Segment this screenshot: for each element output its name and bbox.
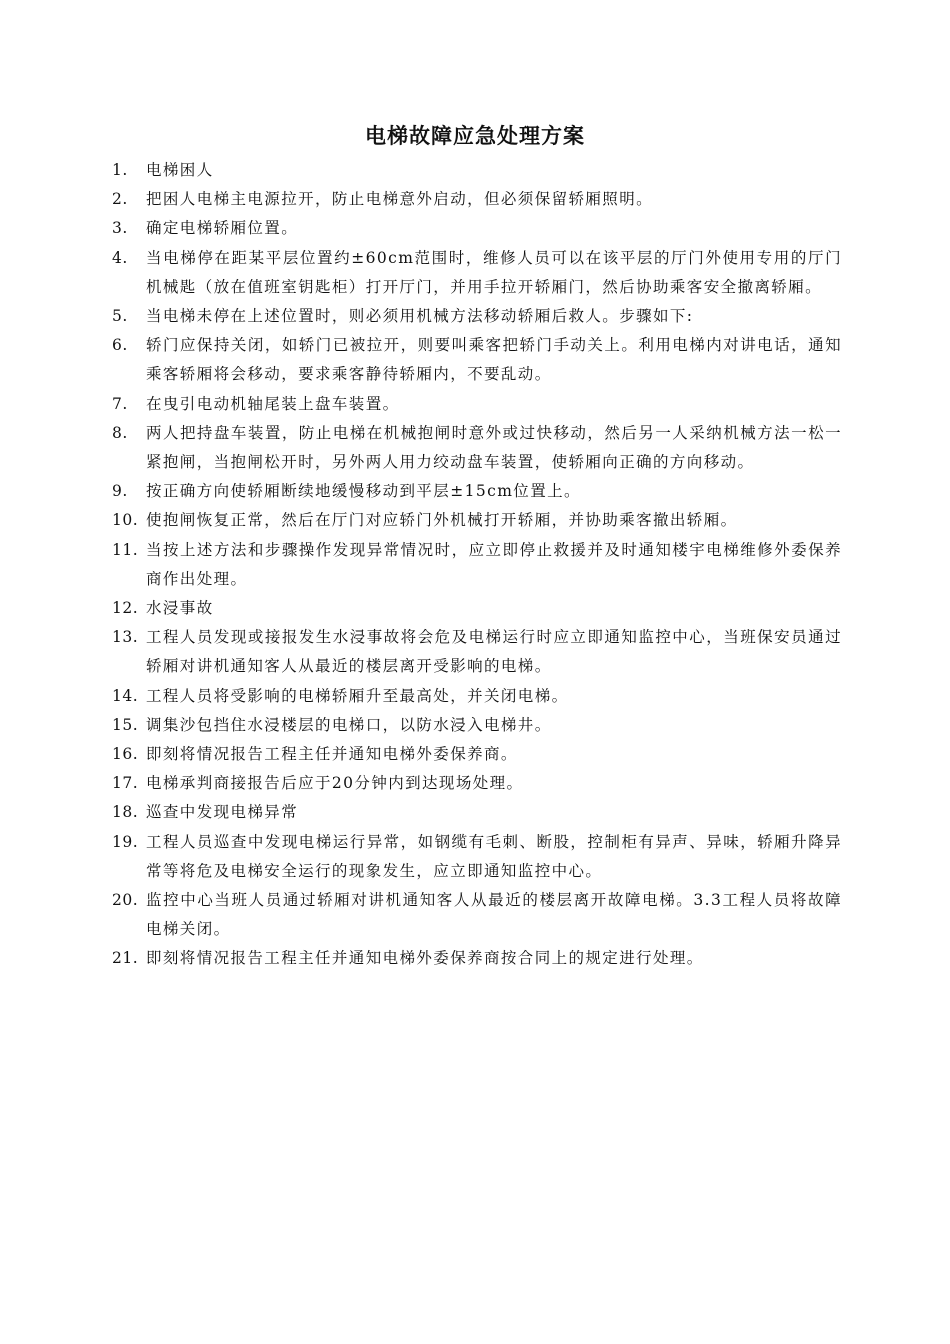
list-item-text: 水浸事故 bbox=[146, 599, 214, 618]
list-item-text: 工程人员发现或接报发生水浸事故将会危及电梯运行时应立即通知监控中心，当班保安员通过轿厢对讲机通知客人从最近的楼层离开受影响的电梯。 bbox=[146, 628, 842, 676]
list-item bbox=[112, 477, 842, 506]
list-item-number: 17. bbox=[112, 774, 139, 793]
list-item-text: 监控中心当班人员通过轿厢对讲机通知客人从最近的楼层离开故障电梯。3.3工程人员将故障电梯关闭。 bbox=[146, 891, 842, 939]
list-item-text: 轿门应保持关闭，如轿门已被拉开，则要叫乘客把轿门手动关上。利用电梯内对讲电话，通知乘客轿厢将会移动，要求乘客静待轿厢内，不要乱动。 bbox=[146, 336, 842, 384]
document-title: 电梯故障应急处理方案 bbox=[365, 123, 585, 148]
list-item bbox=[112, 214, 842, 243]
list-item bbox=[112, 390, 842, 419]
list-item-text: 在曳引电动机轴尾装上盘车装置。 bbox=[146, 394, 400, 413]
list-item-number: 13. bbox=[112, 628, 139, 647]
list-item-number: 1. bbox=[112, 161, 128, 179]
list-item-number: 11. bbox=[112, 540, 139, 559]
list-item-number: 20. bbox=[112, 891, 139, 910]
list-item-number: 19. bbox=[112, 832, 139, 851]
list-item bbox=[112, 419, 842, 477]
list-item-number: 14. bbox=[112, 686, 139, 705]
procedure-list bbox=[112, 156, 842, 974]
list-item bbox=[112, 682, 842, 711]
list-item bbox=[112, 536, 842, 594]
list-item bbox=[112, 302, 842, 331]
list-item bbox=[112, 331, 842, 389]
list-item bbox=[112, 156, 842, 185]
list-item-number: 16. bbox=[112, 745, 139, 764]
list-item-text: 即刻将情况报告工程主任并通知电梯外委保养商按合同上的规定进行处理。 bbox=[146, 949, 704, 968]
list-item-text: 巡查中发现电梯异常 bbox=[146, 803, 299, 822]
list-item-text: 电梯困人 bbox=[146, 161, 214, 179]
list-item bbox=[112, 798, 842, 827]
list-item-text: 当电梯未停在上述位置时，则必须用机械方法移动轿厢后救人。步骤如下: bbox=[146, 307, 694, 326]
list-item-number: 6. bbox=[112, 336, 128, 355]
list-item bbox=[112, 828, 842, 886]
list-item bbox=[112, 944, 842, 973]
list-item bbox=[112, 594, 842, 623]
list-item-text: 电梯承判商接报告后应于20分钟内到达现场处理。 bbox=[146, 774, 524, 793]
list-item-text: 按正确方向使轿厢断续地缓慢移动到平层±15cm位置上。 bbox=[146, 482, 581, 501]
list-item-text: 两人把持盘车装置，防止电梯在机械抱闸时意外或过快移动，然后另一人采纳机械方法一松一紧抱闸，当抱闸松开时，另外两人用力绞动盘车装置，使轿厢向正确的方向移动。 bbox=[146, 423, 842, 472]
list-item-number: 15. bbox=[112, 715, 139, 734]
list-item-number: 18. bbox=[112, 803, 139, 822]
list-item-text: 把困人电梯主电源拉开，防止电梯意外启动，但必须保留轿厢照明。 bbox=[146, 190, 654, 209]
list-item bbox=[112, 740, 842, 769]
list-item bbox=[112, 506, 842, 535]
list-item-number: 2. bbox=[112, 190, 128, 209]
list-item-text: 工程人员巡查中发现电梯运行异常，如钢缆有毛刺、断股，控制柜有异声、异味，轿厢升降异常等将危及电梯安全运行的现象发生，应立即通知监控中心。 bbox=[146, 832, 842, 880]
list-item-number: 21. bbox=[112, 949, 139, 968]
list-item bbox=[112, 623, 842, 681]
list-item-text: 确定电梯轿厢位置。 bbox=[146, 219, 299, 238]
list-item bbox=[112, 886, 842, 944]
list-item-number: 10. bbox=[112, 511, 139, 530]
list-item-text: 当电梯停在距某平层位置约±60cm范围时，维修人员可以在该平层的厅门外使用专用的厅门机械匙（放在值班室钥匙柜）打开厅门，并用手拉开轿厢门，然后协助乘客安全撤离轿厢。 bbox=[146, 248, 842, 296]
list-item-number: 3. bbox=[112, 219, 128, 238]
list-item-number: 4. bbox=[112, 248, 128, 267]
list-item-text: 当按上述方法和步骤操作发现异常情况时，应立即停止救援并及时通知楼宇电梯维修外委保养商作出处理。 bbox=[146, 540, 842, 588]
list-item bbox=[112, 711, 842, 740]
list-item-number: 9. bbox=[112, 482, 128, 501]
list-item bbox=[112, 185, 842, 214]
list-item-number: 7. bbox=[112, 394, 128, 413]
list-item-number: 8. bbox=[112, 423, 128, 442]
list-item-text: 即刻将情况报告工程主任并通知电梯外委保养商。 bbox=[146, 745, 518, 764]
list-item-text: 工程人员将受影响的电梯轿厢升至最高处，并关闭电梯。 bbox=[146, 686, 569, 705]
list-item-number: 12. bbox=[112, 599, 139, 618]
list-item bbox=[112, 244, 842, 302]
list-item-number: 5. bbox=[112, 307, 128, 326]
list-item-text: 使抱闸恢复正常，然后在厅门对应轿门外机械打开轿厢，并协助乘客撤出轿厢。 bbox=[146, 511, 738, 530]
list-item-text: 调集沙包挡住水浸楼层的电梯口，以防水浸入电梯井。 bbox=[146, 715, 552, 734]
list-item bbox=[112, 769, 842, 798]
